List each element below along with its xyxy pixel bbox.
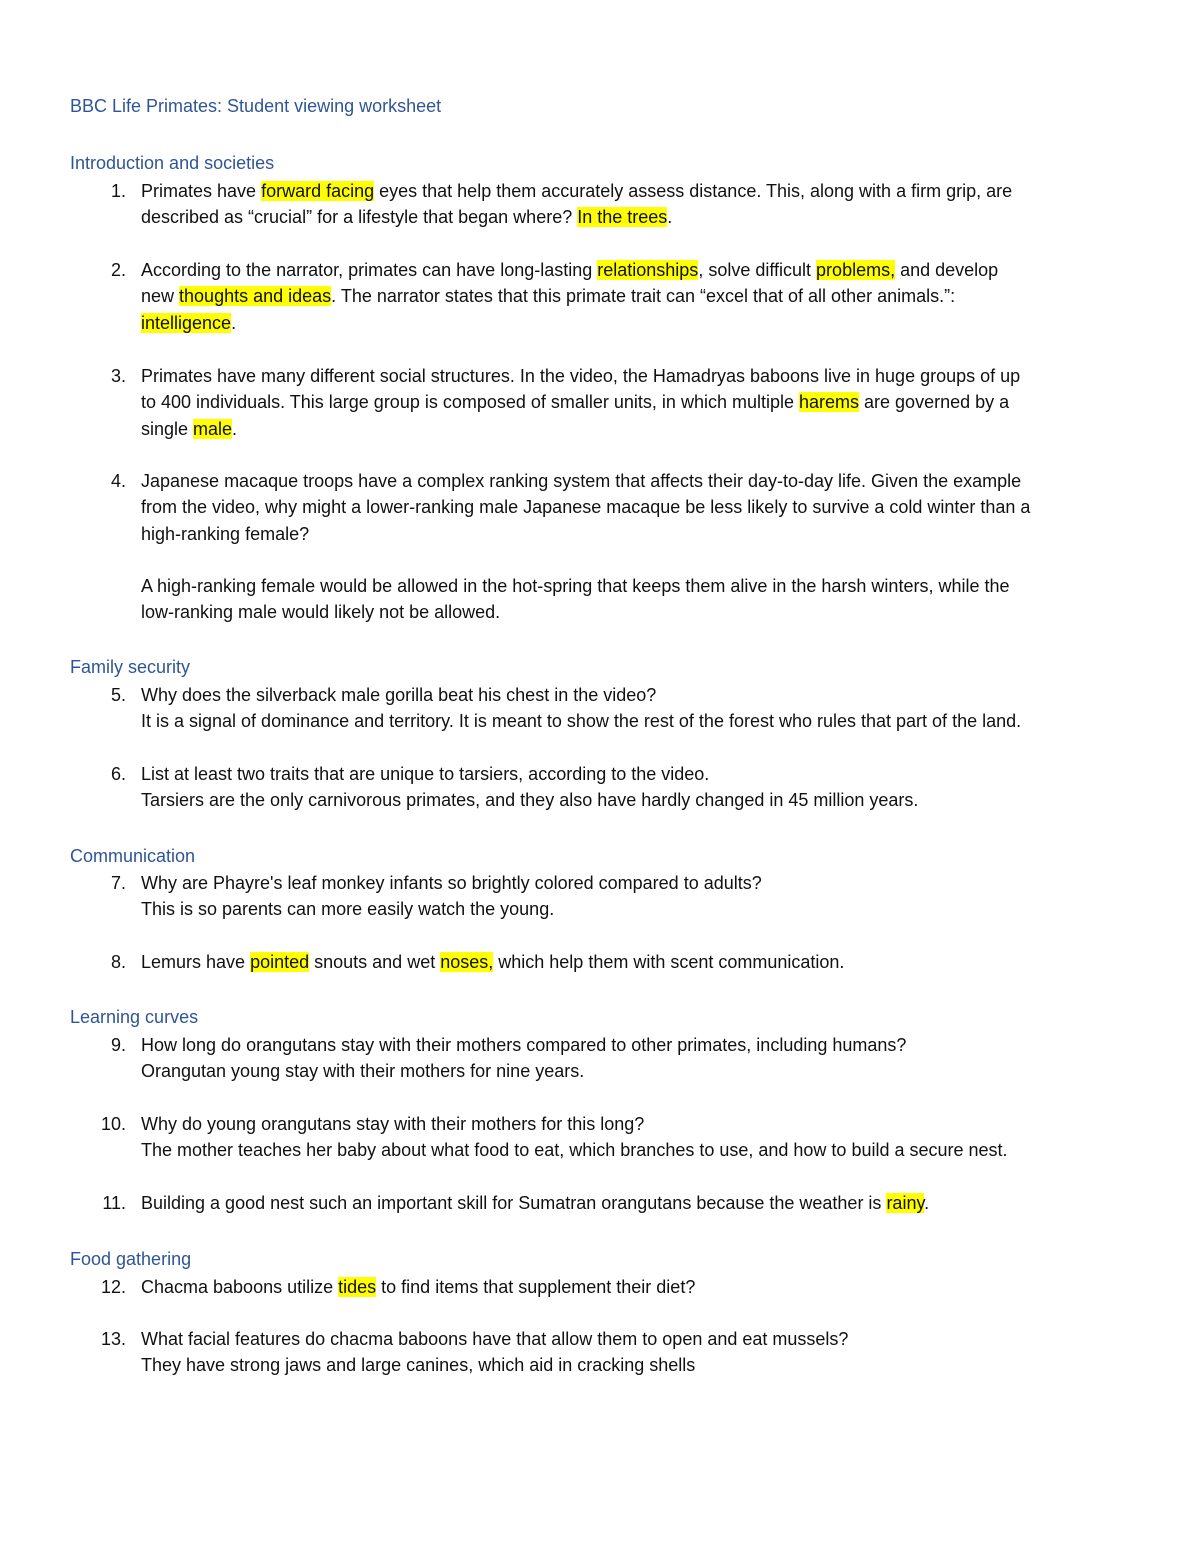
question-text: described as “crucial” for a lifestyle that began where? [141,207,578,228]
section-heading-learning: Learning curves [70,1007,199,1027]
question-text: Why does the silverback male gorilla beat his chest in the video? [141,685,657,705]
question-text: What facial features do chacma baboons have that allow them to open and eat mussels? [141,1329,849,1349]
question-number: 1. [110,181,126,201]
highlighted-answer: harems [799,392,860,413]
question-text: Why do young orangutans stay with their mothers for this long? [141,1114,645,1134]
section-heading-communication: Communication [70,846,196,866]
question-text: from the video, why might a lower-ranking male Japanese macaque be less likely to survive a cold winter than a [141,497,1031,518]
question-number: 4. [110,471,126,491]
answer-text: They have strong jaws and large canines, which aid in cracking shells [141,1355,696,1376]
highlighted-answer: relationships [597,260,699,280]
question-number: 5. [110,685,126,705]
question-text: . [924,1193,930,1213]
page-title: BBC Life Primates: Student viewing worksheet [70,96,442,116]
answer-text: A high-ranking female would be allowed in the hot-spring that keeps them alive in the harsh winters, while the [141,575,1010,596]
highlighted-answer: rainy [886,1193,925,1213]
question-text: . [232,418,238,439]
question-number: 9. [110,1035,126,1055]
question-text: List at least two traits that are unique to tarsiers, according to the video. [141,764,710,784]
question-text: new [141,286,180,307]
highlighted-answer: problems, [816,260,896,280]
highlighted-answer: intelligence [141,312,232,333]
question-number: 3. [110,366,126,386]
highlighted-answer: male [193,418,233,439]
question-number: 13. [100,1329,126,1349]
question-text: Japanese macaque troops have a complex ranking system that affects their day-to-day life. Given the example [141,471,1022,491]
answer-text: It is a signal of dominance and territory. It is meant to show the rest of the forest who rules that part of the land. [141,711,1022,732]
question-text: to find items that supplement their diet? [376,1277,696,1297]
question-text: to 400 individuals. This large group is composed of smaller units, in which multiple [141,392,799,413]
question-text: . [667,207,673,228]
question-number: 12. [100,1277,126,1297]
question-text: . The narrator states that this primate trait can “excel that of all other animals.”: [331,286,956,307]
question-text: Lemurs have [141,952,251,972]
question-text: eyes that help them accurately assess distance. This, along with a firm grip, are [374,181,1013,201]
question-text: Primates have many different social structures. In the video, the Hamadryas baboons live in huge groups of up [141,366,1021,386]
answer-text: Orangutan young stay with their mothers for nine years. [141,1061,585,1082]
highlighted-answer: pointed [250,952,310,972]
question-text: single [141,418,194,439]
question-text: How long do orangutans stay with their mothers compared to other primates, including humans? [141,1035,907,1055]
question-text: which help them with scent communication. [493,952,845,972]
question-text: According to the narrator, primates can have long-lasting [141,260,598,280]
question-number: 7. [110,873,126,893]
question-text: and develop [895,260,999,280]
question-number: 8. [110,952,126,972]
question-text: . [231,312,237,333]
question-text: Primates have [141,181,262,201]
question-number: 10. [100,1114,126,1134]
question-number: 11. [102,1193,126,1213]
answer-text: low-ranking male would likely not be allowed. [141,602,501,623]
answer-text: This is so parents can more easily watch the young. [141,899,555,920]
section-heading-family: Family security [70,657,191,677]
highlighted-answer: In the trees [577,207,668,228]
question-text: are governed by a [859,392,1010,413]
question-number: 6. [110,764,126,784]
answer-text: Tarsiers are the only carnivorous primates, and they also have hardly changed in 45 million years. [141,790,919,811]
question-text: high-ranking female? [141,523,310,544]
question-text: , solve difficult [698,260,817,280]
question-number: 2. [110,260,126,280]
highlighted-answer: forward facing [261,181,375,201]
question-text: Chacma baboons utilize [141,1277,339,1297]
section-heading-intro: Introduction and societies [70,153,275,173]
highlighted-answer: noses, [440,952,494,972]
highlighted-answer: tides [338,1277,377,1297]
answer-text: The mother teaches her baby about what food to eat, which branches to use, and how to build a secure nest. [141,1140,1008,1161]
highlighted-answer: thoughts and ideas [179,286,332,307]
question-text: snouts and wet [309,952,441,972]
question-text: Building a good nest such an important skill for Sumatran orangutans because the weather is [141,1193,887,1213]
section-heading-food: Food gathering [70,1249,192,1269]
question-text: Why are Phayre's leaf monkey infants so brightly colored compared to adults? [141,873,762,893]
